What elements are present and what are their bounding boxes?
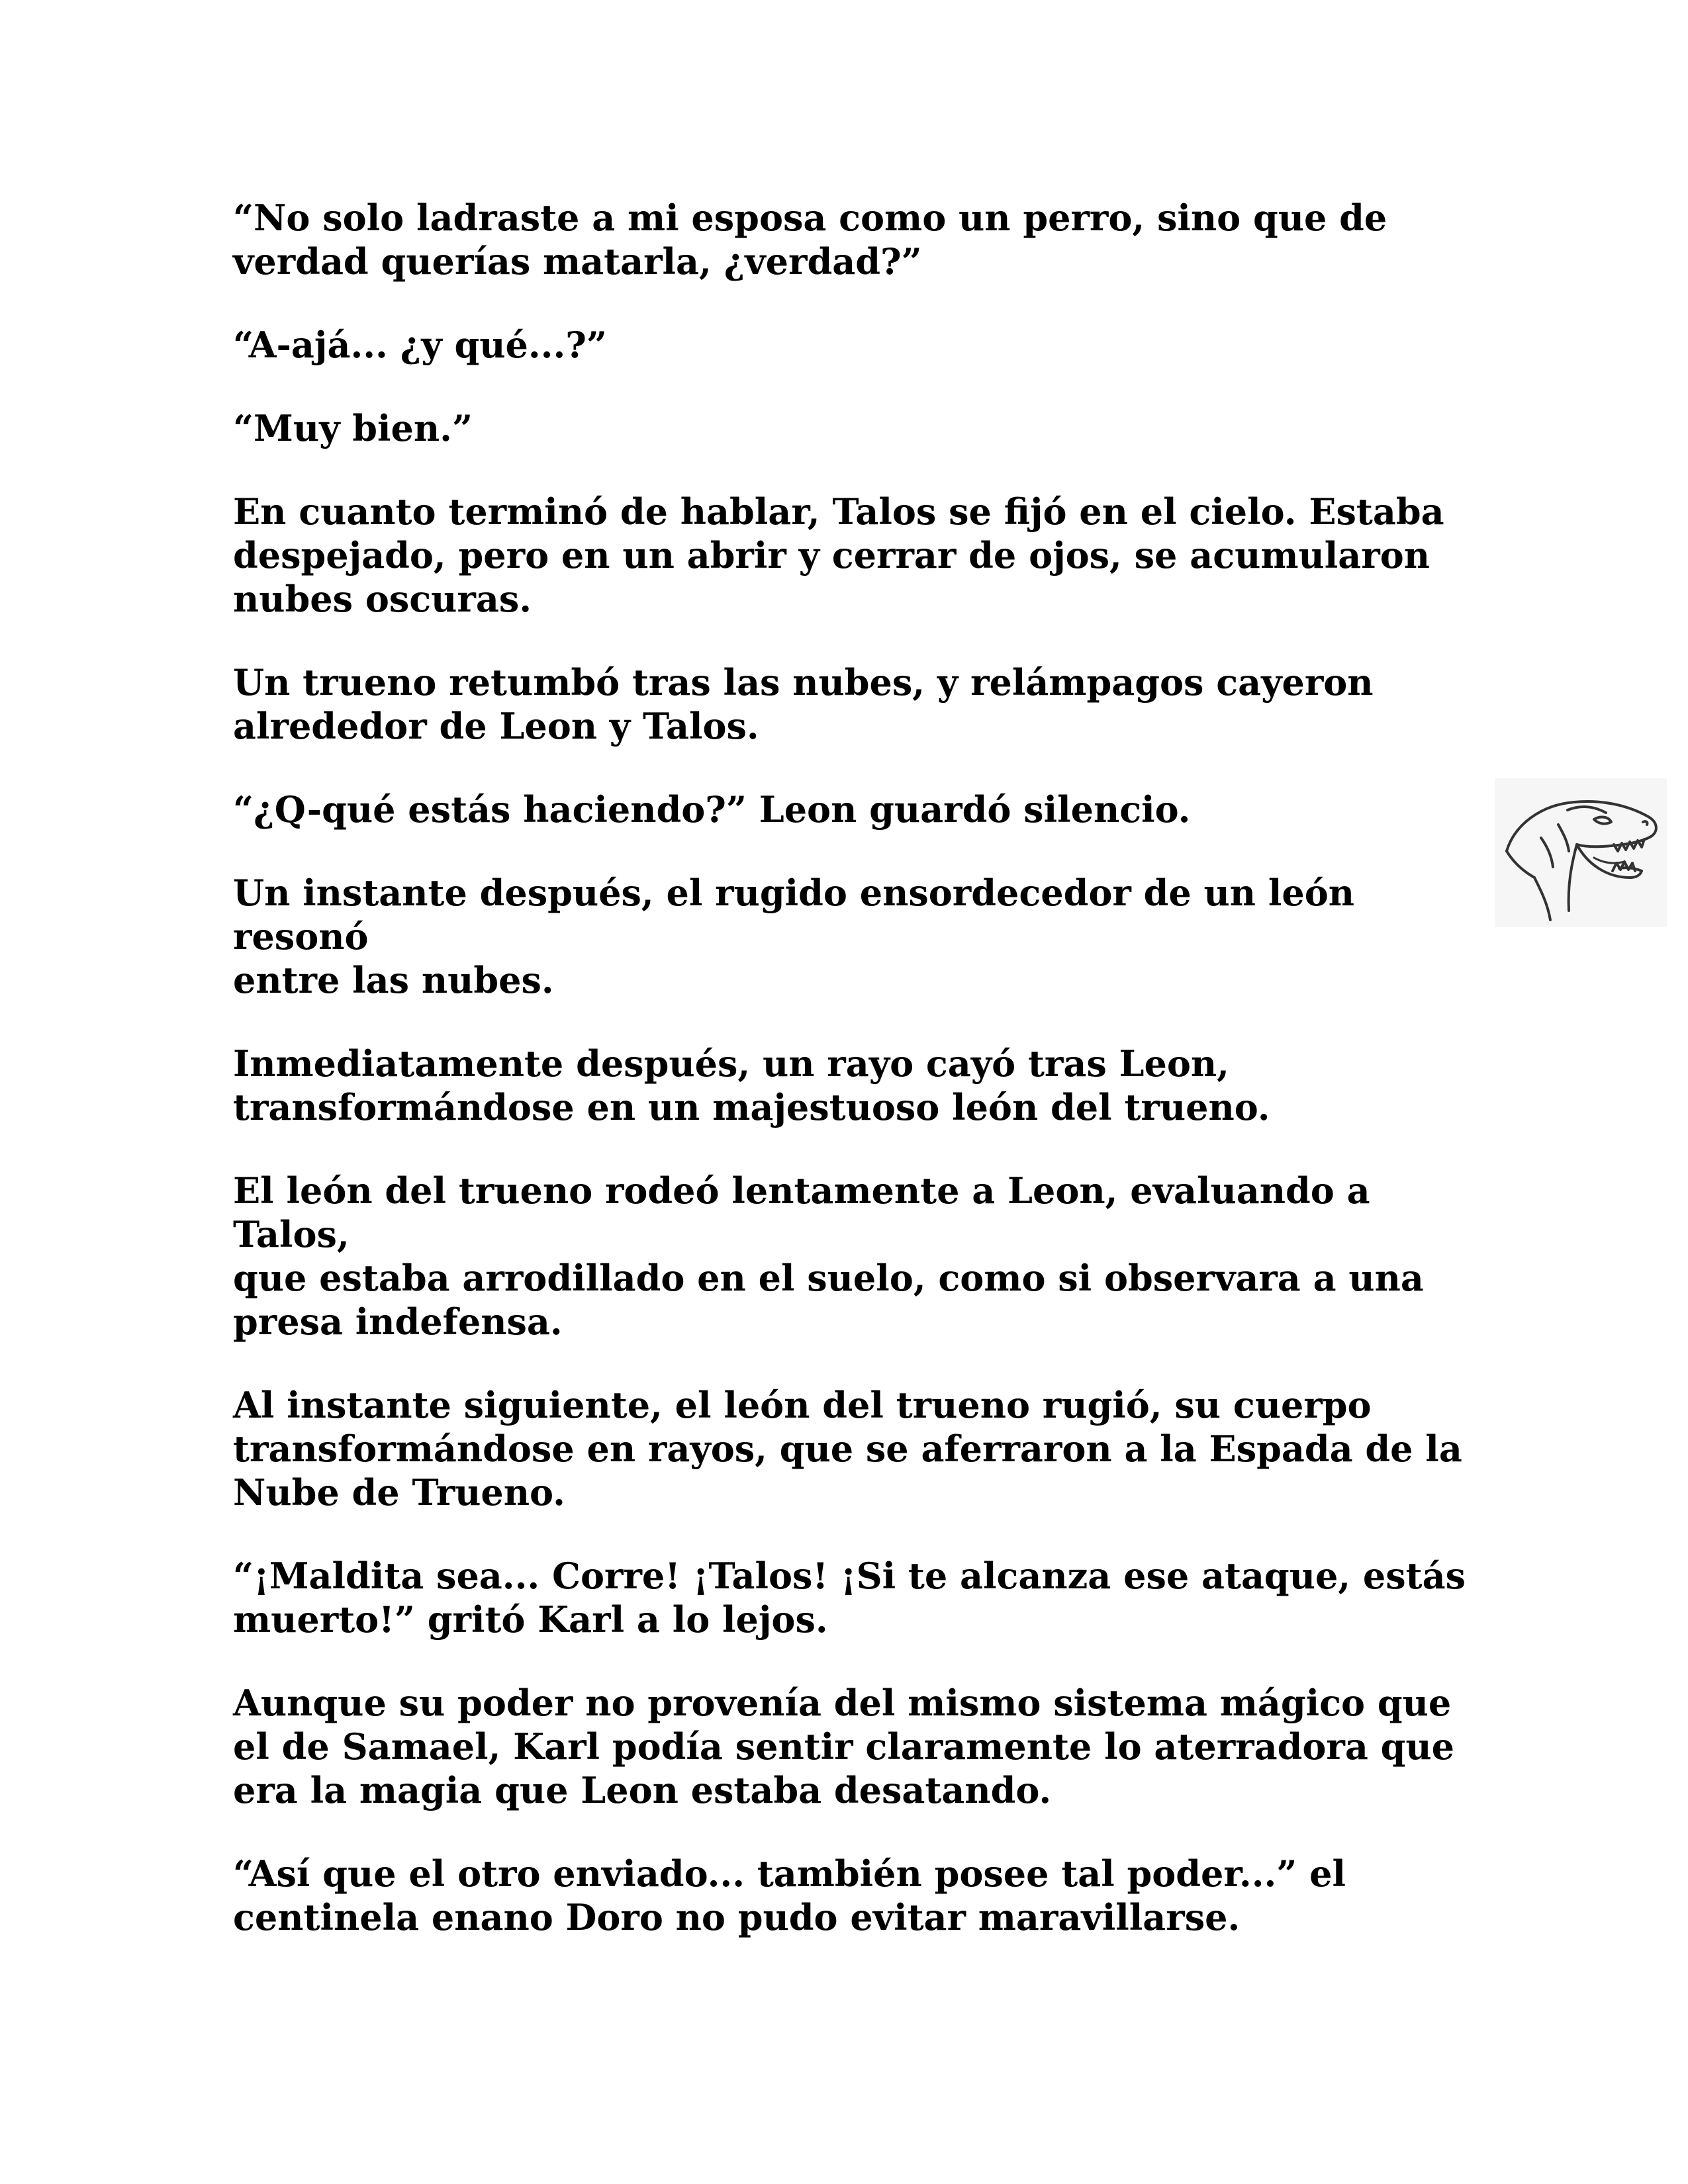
paragraph-7: Un instante después, el rugido ensordecedor de un león resonó entre las nubes. — [233, 872, 1354, 1001]
body-text — [233, 196, 1484, 1979]
paragraph-3: “Muy bien.” — [233, 407, 473, 449]
paragraph-11: “¡Maldita sea... Corre! ¡Talos! ¡Si te alcanza ese ataque, estás muerto!” gritó Karl a lo lejos. — [233, 1555, 1466, 1641]
paragraph-12: Aunque su poder no provenía del mismo sistema mágico que el de Samael, Karl podía sentir claramente lo aterradora que era la magia que Leon estaba desatando. — [233, 1682, 1454, 1811]
paragraph-13: “Así que el otro enviado... también posee tal poder...” el centinela enano Doro no pudo evitar maravillarse. — [233, 1852, 1346, 1938]
dinosaur-head-icon — [1495, 778, 1667, 927]
paragraph-1: “No solo ladraste a mi esposa como un perro, sino que de verdad querías matarla, ¿verdad?” — [233, 197, 1387, 283]
paragraph-10: Al instante siguiente, el león del trueno rugió, su cuerpo transformándose en rayos, que se aferraron a la Espada de la Nube de Trueno. — [233, 1384, 1462, 1514]
paragraph-9: El león del trueno rodeó lentamente a Leon, evaluando a Talos, que estaba arrodillado en el suelo, como si observara a una presa indefensa. — [233, 1169, 1424, 1343]
paragraph-5: Un trueno retumbó tras las nubes, y relámpagos cayeron alrededor de Leon y Talos. — [233, 661, 1374, 747]
paragraph-4: En cuanto terminó de hablar, Talos se fijó en el cielo. Estaba despejado, pero en un abrir y cerrar de ojos, se acumularon nubes oscuras. — [233, 490, 1444, 620]
paragraph-6: “¿Q-qué estás haciendo?” Leon guardó silencio. — [233, 788, 1191, 831]
paragraph-8: Inmediatamente después, un rayo cayó tras Leon, transformándose en un majestuoso león del trueno. — [233, 1042, 1270, 1128]
paragraph-2: “A-ajá... ¿y qué...?” — [233, 324, 607, 366]
